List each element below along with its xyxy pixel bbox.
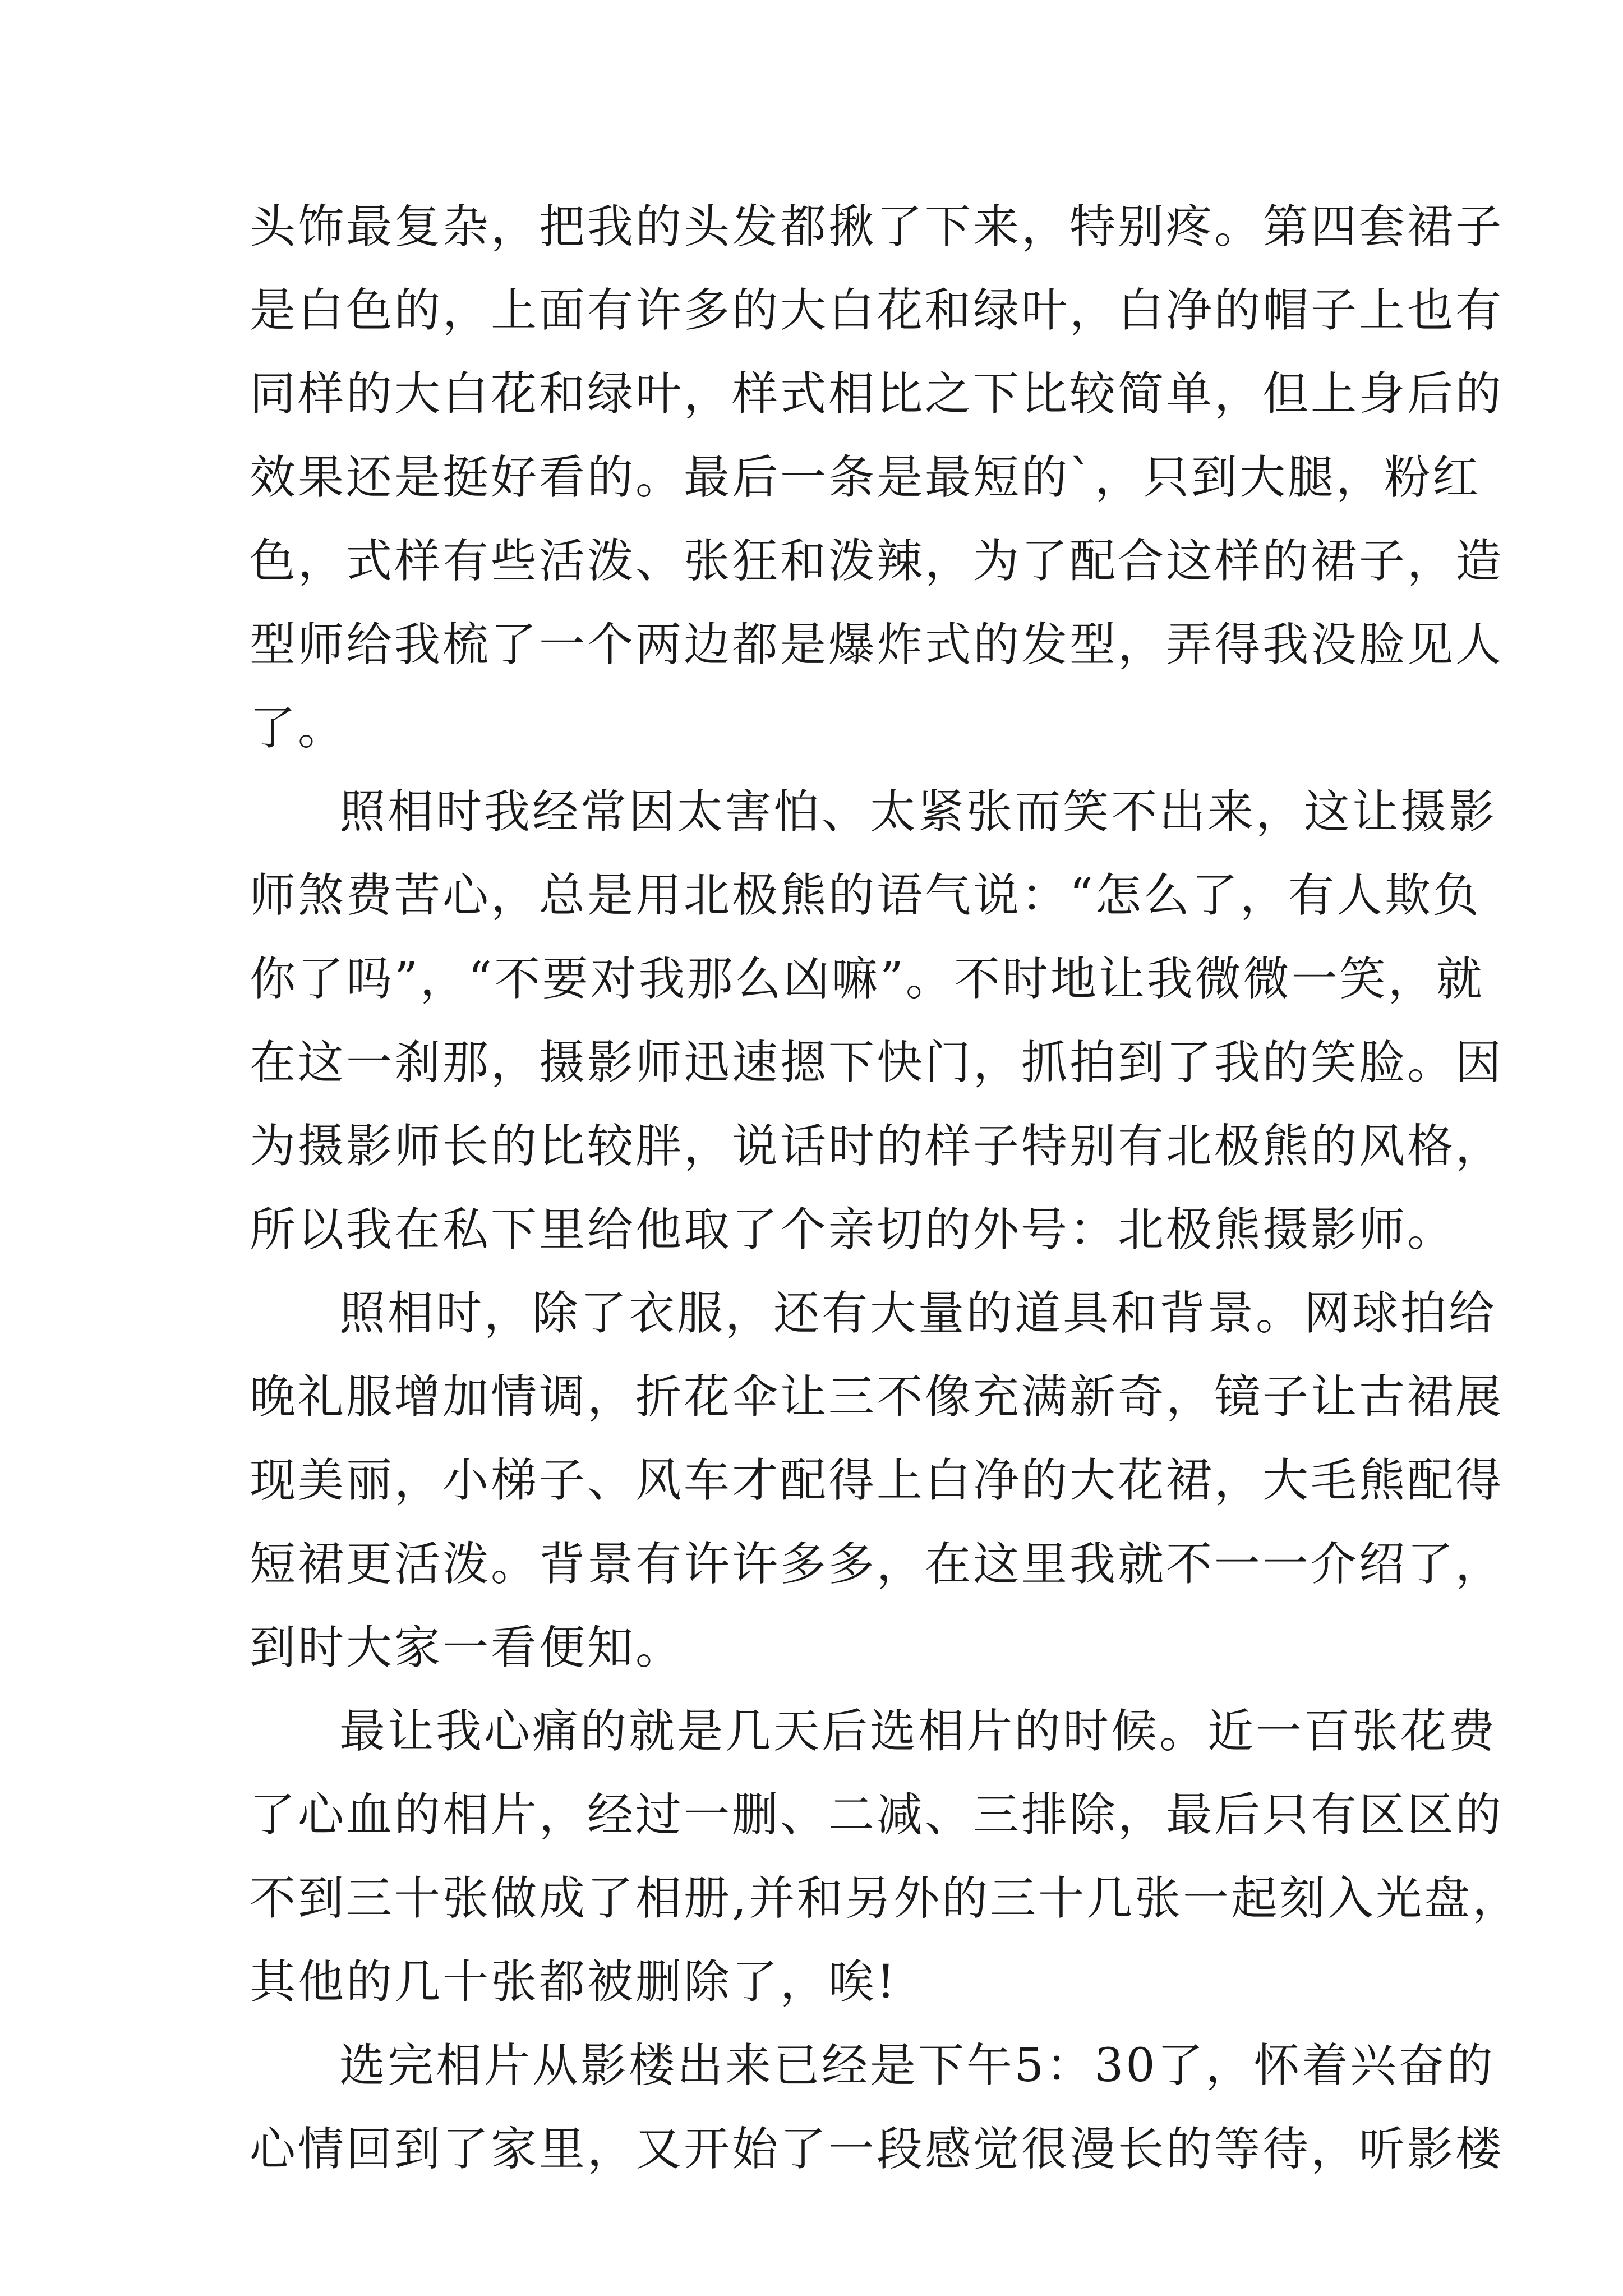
text-line: 到时大家一看便知。 [250,1621,684,1674]
body-text [250,185,1521,2191]
text-line: 照相时我经常因太害怕、太紧张而笑不出来，这让摄影 [339,785,1497,839]
text-line: 师煞费苦心，总是用北极熊的语气说：“怎么了，有人欺负 [250,869,1481,922]
text-line: 照相时，除了衣服，还有大量的道具和背景。网球拍给 [339,1287,1497,1340]
text-line: 头饰最复杂，把我的头发都揪了下来，特别疼。第四套裙子 [250,200,1504,254]
text-line: 晚礼服增加情调，折花伞让三不像充满新奇，镜子让古裙展 [250,1370,1504,1424]
text-line: 同样的大白花和绿叶，样式相比之下比较简单，但上身后的 [250,367,1504,421]
text-line: 最让我心痛的就是几天后选相片的时候。近一百张花费 [339,1705,1497,1758]
text-line: 选完相片从影楼出来已经是下午5：30了，怀着兴奋的 [339,2039,1495,2092]
text-line: 不到三十张做成了相册,并和另外的三十几张一起刻入光盘， [250,1872,1521,1925]
text-line: 型师给我梳了一个两边都是爆炸式的发型，弄得我没脸见人 [250,618,1504,671]
text-line: 了。 [250,702,347,755]
text-line: 心情回到了家里，又开始了一段感觉很漫长的等待，听影楼 [250,2123,1504,2176]
text-line: 其他的几十张都被删除了，唉! [250,1955,897,2009]
text-line: 为摄影师长的比较胖，说话时的样子特别有北极熊的风格， [250,1120,1504,1173]
text-line: 效果还是挺好看的。最后一条是最短的`，只到大腿，粉红 [250,451,1481,504]
text-line: 所以我在私下里给他取了个亲切的外号：北极熊摄影师。 [250,1203,1456,1257]
text-line: 是白色的，上面有许多的大白花和绿叶，白净的帽子上也有 [250,284,1504,337]
text-line: 了心血的相片，经过一删、二减、三排除，最后只有区区的 [250,1788,1504,1842]
text-line: 在这一刹那，摄影师迅速摁下快门，抓拍到了我的笑脸。因 [250,1036,1504,1089]
text-line: 色，式样有些活泼、张狂和泼辣，为了配合这样的裙子，造 [250,535,1504,588]
text-line: 现美丽，小梯子、风车才配得上白净的大花裙，大毛熊配得 [250,1454,1504,1507]
text-line: 短裙更活泼。背景有许许多多，在这里我就不一一介绍了， [250,1538,1504,1591]
text-line: 你了吗”，“不要对我那么凶嘛”。不时地让我微微一笑，就 [250,953,1484,1006]
